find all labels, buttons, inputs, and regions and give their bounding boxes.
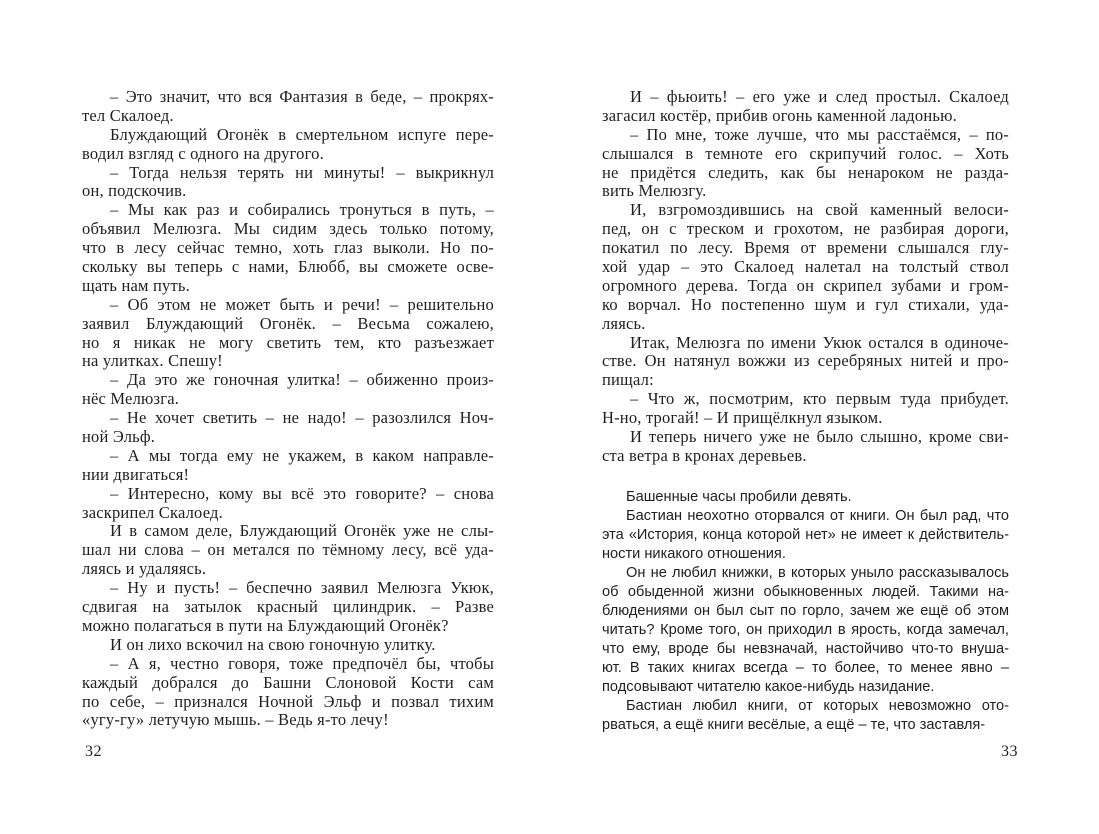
- text-line: – Это значит, что вся Фантазия в беде, – прокрях-: [110, 88, 494, 106]
- text-line: – А мы тогда ему не укажем, в каком направле-: [110, 446, 494, 465]
- text-line: блюдениями он был сыт по горло, зачем же ещё об этом: [602, 602, 1009, 619]
- text-line: вить Мелюзгу.: [602, 182, 707, 201]
- text-line: по себе, – признался Ночной Эльф и позвал тихим: [82, 692, 494, 711]
- text-line: об обыденной жизни обыкновенных людей. Такими на-: [602, 583, 1009, 600]
- text-line: Н-но, трогай! – И прищёлкнул языком.: [602, 409, 883, 428]
- text-line: на улитках. Спешу!: [82, 352, 223, 371]
- text-line: – Да это же гоночная улитка! – обиженно произ-: [110, 371, 494, 390]
- text-line: И теперь ничего уже не было слышно, кроме сви-: [630, 428, 1009, 447]
- text-line: сдвигая на затылок красный цилиндрик. – Разве: [82, 598, 494, 617]
- text-line: пищал:: [602, 371, 654, 390]
- text-line: Он не любил книжки, в которых уныло рассказывалось: [626, 564, 1009, 581]
- section-gap: [602, 466, 1009, 488]
- text-line: эта «История, конца которой нет» не имеет к действитель-: [602, 526, 1009, 543]
- text-line: Бастиан неохотно оторвался от книги. Он был рад, что: [626, 507, 1009, 524]
- text-line: Башенные часы пробили девять.: [626, 488, 852, 505]
- text-line: ют. В таких книгах всегда – то более, то менее явно –: [602, 659, 1009, 676]
- text-line: не придётся следить, как бы ненароком не разда-: [602, 163, 1009, 182]
- left-page-text: [82, 88, 494, 730]
- text-line: стве. Он натянул вожжи из серебряных нитей и про-: [602, 352, 1009, 371]
- text-line: И, взгромоздившись на свой каменный велоси-: [630, 201, 1009, 220]
- text-line: слышался в темноте его скрипучий голос. – Хоть: [602, 144, 1009, 163]
- right-page-number: 33: [1001, 743, 1018, 760]
- text-line: Итак, Мелюзга по имени Укюк остался в одиноче-: [630, 333, 1009, 352]
- text-line: И он лихо вскочил на свою гоночную улитку.: [110, 635, 436, 654]
- text-line: ляясь.: [602, 314, 646, 333]
- text-line: скольку вы теперь с нами, Блюбб, вы сможете осве-: [82, 258, 494, 277]
- text-line: загасил костёр, прибив огонь каменной ладонью.: [602, 106, 957, 125]
- text-line: объявил Мелюзга. Мы сидим здесь только потому,: [82, 220, 494, 239]
- text-line: И в самом деле, Блуждающий Огонёк уже не слы-: [110, 522, 494, 541]
- text-line: хой удар – это Скалоед налетал на толстый ствол: [602, 258, 1009, 277]
- text-line: шал ни слова – он метался по тёмному лесу, всё уда-: [82, 541, 494, 560]
- text-line: заскрипел Скалоед.: [82, 503, 223, 522]
- text-line: – Мы как раз и собирались тронуться в путь, –: [110, 201, 494, 220]
- text-line: «угу-гу» летучую мышь. – Ведь я-то лечу!: [82, 711, 389, 730]
- text-line: – Что ж, посмотрим, кто первым туда прибудет.: [630, 390, 1009, 409]
- text-line: И – фьюить! – его уже и след простыл. Скалоед: [630, 88, 1009, 106]
- text-line: Бастиан любил книги, от которых невозможно ото-: [626, 697, 1009, 714]
- text-line: – Не хочет светить – не надо! – разозлился Ноч-: [110, 409, 494, 428]
- text-line: подсовывают читателю какое-нибудь назидание.: [602, 678, 935, 695]
- left-page-number: 32: [85, 743, 102, 760]
- text-line: рваться, а ещё книги весёлые, а ещё – те, что заставля-: [602, 716, 986, 733]
- right-page-text: [602, 88, 1009, 735]
- text-line: водил взгляд с одного на другого.: [82, 144, 324, 163]
- text-line: нёс Мелюзга.: [82, 390, 180, 409]
- text-line: ста ветра в кронах деревьев.: [602, 446, 807, 465]
- text-line: что ему, вроде бы невзначай, настойчиво что-то внуша-: [602, 640, 1009, 657]
- text-line: но я никак не могу светить тем, кто разъезжает: [82, 333, 494, 352]
- text-line: нии двигаться!: [82, 465, 190, 484]
- text-line: ляясь и удаляясь.: [82, 560, 207, 579]
- text-line: ко ворчал. Но постепенно шум и гул стихали, уда-: [602, 295, 1009, 314]
- text-line: щать нам путь.: [82, 276, 190, 295]
- text-line: – Ну и пусть! – беспечно заявил Мелюзга Укюк,: [110, 579, 494, 598]
- text-line: тел Скалоед.: [82, 106, 174, 125]
- text-line: заявил Блуждающий Огонёк. – Весьма сожалею,: [82, 314, 494, 333]
- text-line: огромного дерева. Тогда он скрипел зубами и гром-: [602, 276, 1009, 295]
- text-line: – Тогда нельзя терять ни минуты! – выкрикнул: [110, 163, 494, 182]
- text-line: он, подскочив.: [82, 182, 187, 201]
- text-line: ности никакого отношения.: [602, 545, 786, 562]
- text-line: пед, он с треском и грохотом, не разбирая дороги,: [602, 220, 1009, 239]
- text-line: можно полагаться в пути на Блуждающий Огонёк?: [82, 616, 449, 635]
- text-line: – Об этом не может быть и речи! – решительно: [110, 295, 494, 314]
- text-line: Блуждающий Огонёк в смертельном испуге пере-: [110, 125, 494, 144]
- text-line: читать? Кроме того, он приходил в ярость, когда замечал,: [602, 621, 1009, 638]
- text-line: каждый добрался до Башни Слоновой Кости сам: [82, 673, 494, 692]
- text-line: – По мне, тоже лучше, что мы расстаёмся, – по-: [630, 125, 1009, 144]
- text-line: что в лесу сейчас темно, хоть глаз выколи. Но по-: [82, 239, 494, 258]
- text-line: покатил по лесу. Время от времени слышался глу-: [602, 239, 1009, 258]
- text-line: – Интересно, кому вы всё это говорите? – снова: [110, 484, 494, 503]
- text-line: – А я, честно говоря, тоже предпочёл бы, чтобы: [110, 654, 494, 673]
- text-line: ной Эльф.: [82, 428, 156, 447]
